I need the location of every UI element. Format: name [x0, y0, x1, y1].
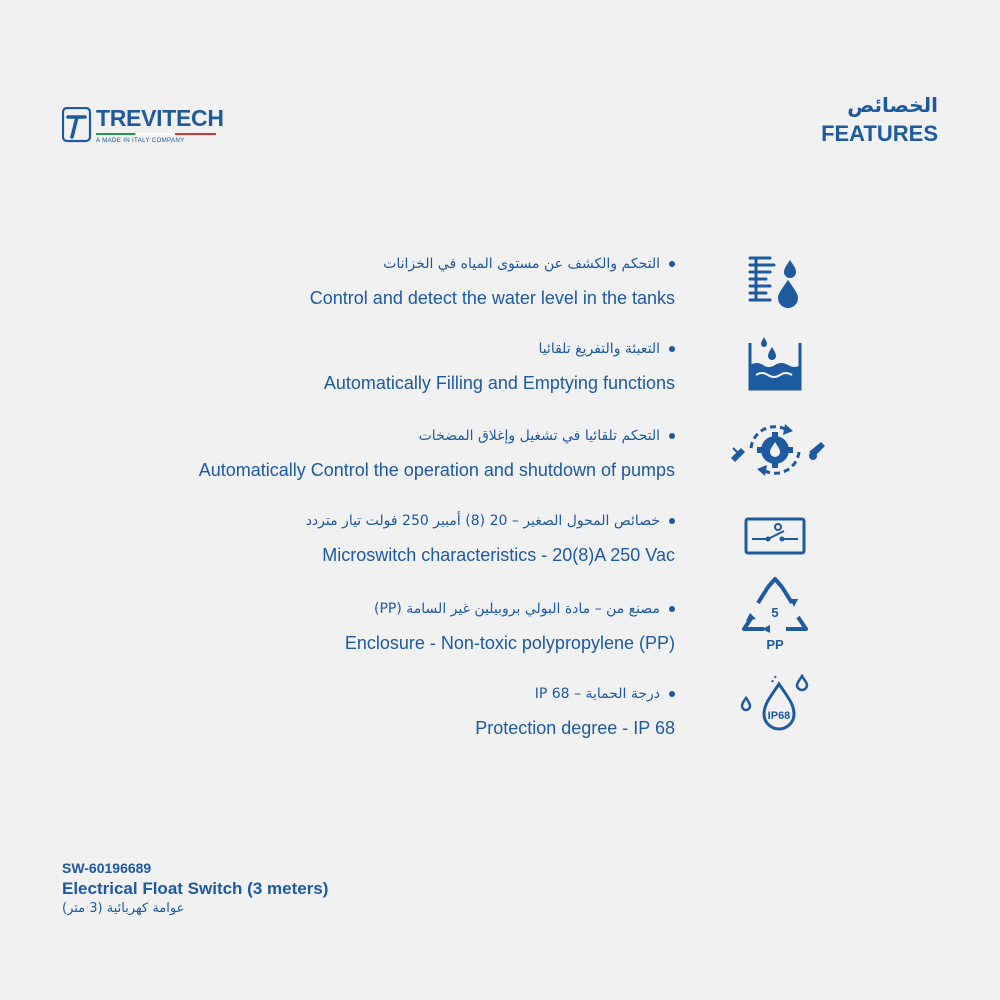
feature-text-arabic: التعبئة والتفريغ تلقائيا: [538, 341, 675, 357]
feature-text: Microswitch characteristics - 20(8)A 250 Vac: [322, 545, 675, 565]
tank-fill-icon: [732, 333, 818, 397]
feature-item: [0, 428, 1000, 508]
feature-text-arabic: التحكم تلقائيا في تشغيل وإغلاق المضخات: [419, 428, 675, 444]
feature-text: Automatically Filling and Emptying functions: [323, 373, 675, 393]
feature-item: [0, 256, 1000, 336]
page-title: FEATURES: [821, 121, 938, 146]
product-info: [62, 860, 328, 916]
product-name-arabic: عوامة كهربائية (3 متر): [62, 901, 185, 916]
feature-item: [0, 513, 1000, 593]
italian-flag-stripe: [96, 133, 216, 135]
trevitech-logo-icon: [62, 107, 92, 143]
recycle-code-label: PP: [766, 637, 784, 652]
product-name: Electrical Float Switch (3 meters): [62, 879, 329, 898]
recycle-pp-icon: [732, 577, 818, 653]
feature-text: Control and detect the water level in the tanks: [309, 288, 675, 308]
pump-control-icon: [725, 418, 835, 482]
feature-item: [0, 601, 1000, 681]
feature-text: Enclosure - Non-toxic polypropylene (PP): [344, 633, 675, 653]
brand-logo: [62, 105, 222, 145]
feature-item: [0, 341, 1000, 421]
product-sku: SW-60196689: [62, 860, 152, 876]
feature-text-arabic: التحكم والكشف عن مستوى المياه في الخزانات: [383, 256, 675, 272]
ip68-label: IP68: [767, 710, 791, 722]
microswitch-icon: [732, 507, 818, 571]
page-title-arabic: الخصائص: [847, 93, 938, 117]
brand-name: TREVITECH: [96, 105, 224, 131]
feature-item: [0, 686, 1000, 766]
feature-text-arabic: درجة الحماية – IP 68: [535, 686, 675, 702]
feature-text-arabic: خصائص المحول الصغير – 20 (8) أمبير 250 فولت تيار متردد: [306, 513, 675, 529]
feature-text: Protection degree - IP 68: [475, 718, 675, 738]
feature-text-arabic: مصنع من – مادة البولي بروبيلين غير السامة (PP): [374, 601, 675, 617]
recycle-code-number: 5: [771, 605, 779, 620]
ip68-icon: [732, 672, 818, 742]
brand-tagline: A MADE IN ITALY COMPANY: [96, 137, 185, 144]
feature-text: Automatically Control the operation and shutdown of pumps: [198, 460, 675, 480]
water-level-icon: [732, 252, 818, 316]
